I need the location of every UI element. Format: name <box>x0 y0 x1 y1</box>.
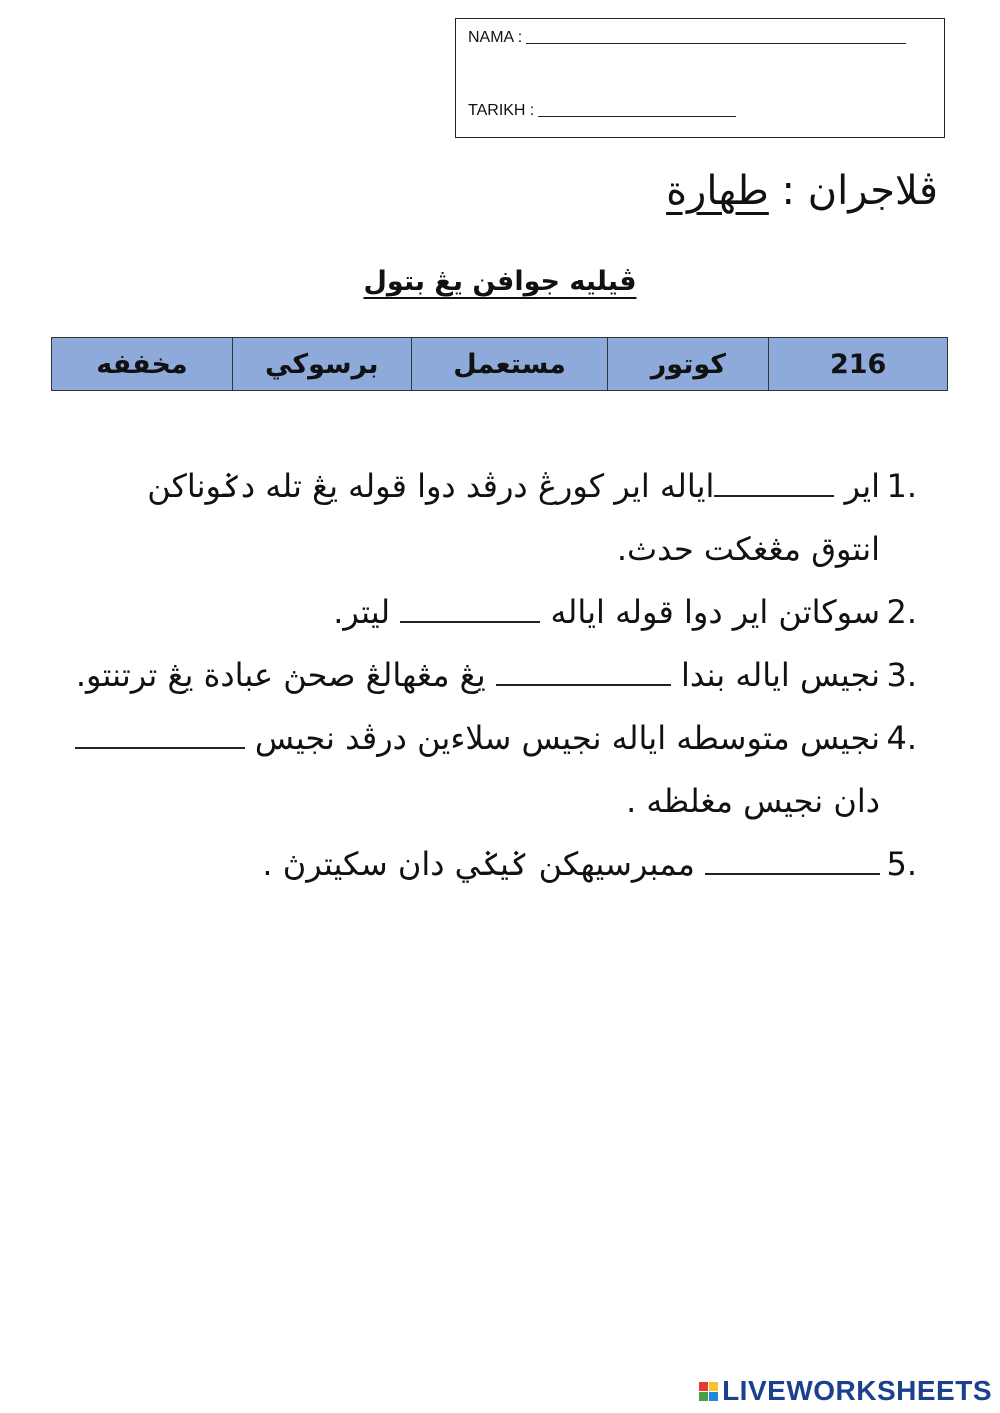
lesson-title <box>666 168 938 214</box>
question-text-before: اير <box>834 467 880 505</box>
word-option[interactable]: مستعمل <box>411 338 608 391</box>
date-label: TARIKH : <box>468 102 535 119</box>
logo-square <box>699 1382 708 1391</box>
name-row <box>468 29 906 47</box>
word-option[interactable]: كوتور <box>608 338 769 391</box>
logo-square <box>699 1392 708 1401</box>
question-4 <box>70 707 917 833</box>
question-number: 2. <box>886 593 917 631</box>
question-text-after: يڠ مڠهالڠ صحڽ عبادة يڠ ترتنتو. <box>75 656 496 694</box>
student-info-box <box>455 18 945 138</box>
question-text-before: نجيس متوسطه اياله نجيس سلاءين درڤد نجيس <box>244 719 880 757</box>
question-number: 5. <box>886 845 917 883</box>
question-text-after: اياله اير كورڠ درڤد دوا قوله يڠ تله دݢوناكن انتوق مڠغكت حدث. <box>147 467 880 568</box>
answer-blank-4[interactable] <box>75 746 245 749</box>
instruction: ڤيليه جوافن يڠ بتول <box>363 266 637 297</box>
question-number: 4. <box>886 719 917 757</box>
question-text-after: ليتر. <box>333 593 401 631</box>
answer-blank-2[interactable] <box>400 620 540 623</box>
question-5 <box>70 833 917 896</box>
name-field[interactable] <box>526 42 906 44</box>
date-row <box>468 102 736 120</box>
answer-blank-5[interactable] <box>705 872 880 875</box>
question-2 <box>70 581 917 644</box>
question-number: 3. <box>886 656 917 694</box>
watermark-text: LIVEWORKSHEETS <box>722 1375 992 1406</box>
answer-blank-3[interactable] <box>496 683 671 686</box>
lesson-topic: طهارة <box>666 168 769 214</box>
question-text-before: نجيس اياله بندا <box>670 656 880 694</box>
question-text-before: سوكاتن اير دوا قوله اياله <box>540 593 880 631</box>
question-text-after: ممبرسيهكن ݢيݢي دان سكيترڽ . <box>262 845 705 883</box>
lesson-title-prefix: ڤلاجران : <box>768 168 938 214</box>
date-field[interactable] <box>538 115 736 117</box>
question-1 <box>70 455 917 581</box>
question-list <box>70 455 917 896</box>
question-text-after: دان نجيس مغلظه . <box>626 782 880 820</box>
word-option[interactable]: مخففه <box>52 338 233 391</box>
liveworksheets-watermark <box>699 1375 992 1407</box>
logo-square <box>709 1382 718 1391</box>
word-bank <box>51 337 948 391</box>
word-option[interactable]: برسوكي <box>232 338 411 391</box>
liveworksheets-logo-icon <box>699 1382 718 1401</box>
question-3 <box>70 644 917 707</box>
question-number: 1. <box>886 467 917 505</box>
answer-blank-1[interactable] <box>714 494 834 497</box>
logo-square <box>709 1392 718 1401</box>
word-option[interactable]: 216 <box>769 338 948 391</box>
name-label: NAMA : <box>468 29 523 46</box>
